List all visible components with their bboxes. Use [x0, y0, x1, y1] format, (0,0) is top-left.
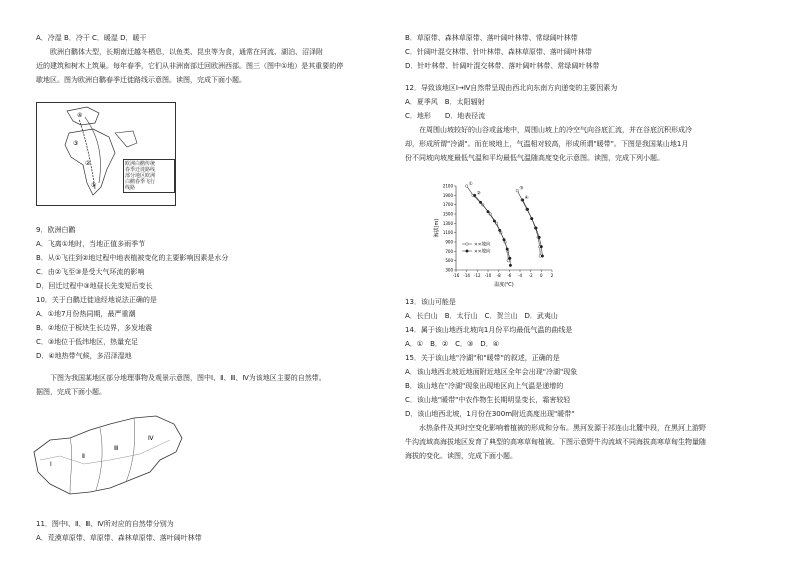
y-tick-label: 900 — [445, 239, 453, 245]
text-line: C．针阔叶混交林带、针叶林带、森林草原带、落叶阔叶林带 — [405, 48, 592, 56]
y-tick-label: 1900 — [442, 192, 453, 198]
text-line: 歇地区。图为欧洲白鹳春季迁徙路线示意图。读图，完成下面小题。 — [36, 76, 246, 84]
data-point — [479, 201, 482, 204]
text-line: 海拔的变化。读图，完成下面小题。 — [405, 452, 517, 460]
text-line: 牛沟流域高海拔地区发育了典型的高寒草甸植被。下图示意野牛沟流域不同海拔高寒草甸生物量随 — [405, 438, 706, 446]
series-line-2 — [475, 195, 511, 265]
data-point — [526, 208, 529, 211]
text-line: C．该山地"暖带"中农作物生长期明显变长，霜害较轻 — [405, 396, 571, 404]
legend-line: 欧洲白鹳传统 — [125, 161, 156, 167]
map-label-1: ① — [91, 182, 97, 189]
text-line: A．① B．② C．③ D．④ — [405, 340, 499, 348]
text-line: B．②地位于板块生长边界，多发地震 — [36, 324, 153, 332]
map-label-4: ④ — [77, 112, 83, 119]
y-tick-label: 1700 — [442, 202, 453, 208]
chart-legend — [462, 241, 491, 255]
data-point — [509, 257, 512, 260]
x-tick-label: -10 — [484, 273, 492, 278]
y-tick-label: 1300 — [442, 220, 453, 226]
data-point — [503, 238, 506, 241]
africa-map-legend — [123, 159, 175, 193]
text-line: C．③地位于低纬地区，热量充足 — [36, 338, 139, 346]
x-tick-label: -4 — [518, 273, 522, 278]
x-tick-label: -8 — [496, 273, 501, 278]
legend-line: 春季迁徙路线 — [125, 167, 156, 173]
x-tick-label: 0 — [540, 273, 543, 278]
africa-migration-map — [36, 102, 176, 206]
text-line: C．地形 D．地表径流 — [405, 112, 486, 120]
legend-marker — [466, 250, 469, 253]
data-point — [535, 227, 538, 230]
y-tick-label: 2100 — [442, 183, 453, 189]
zone-label-3: Ⅲ — [114, 445, 119, 452]
text-line: B．从①飞往到②地过程中地表植被变化的主要影响因素是水分 — [36, 254, 229, 262]
text-line: C．由②飞至③是受大气环流的影响 — [36, 268, 145, 276]
text-line: B．该山地在"冷湖"现象出现地区向上气温是递增的 — [405, 382, 564, 390]
text-line: D．该山地西北坡，1月份在300m附近高度出现"暖带" — [405, 410, 575, 418]
text-line: 11．图中Ⅰ、Ⅱ、Ⅲ、Ⅳ所对应的自然带分别为 — [36, 520, 174, 528]
legend-marker — [466, 243, 469, 246]
legend-line: 部分地区欧洲 — [125, 173, 156, 179]
text-line: A．长白山 B．太行山 C．贺兰山 D．武夷山 — [405, 312, 558, 320]
y-axis-label: 海拔(m) — [434, 218, 440, 238]
zone-boundary — [70, 438, 72, 494]
temperature-altitude-chart — [432, 178, 590, 290]
x-tick-label: 2 — [550, 273, 554, 278]
data-point — [540, 245, 543, 248]
series-label: ② — [476, 191, 481, 197]
region-outline — [34, 416, 182, 494]
text-line: D．回迁过程中③地昼长先变短后变长 — [36, 282, 153, 290]
series-label: ③ — [519, 186, 524, 192]
data-point — [516, 189, 519, 192]
text-line: 10．关于白鹳迁徙途经地说法正确的是 — [36, 296, 157, 304]
legend-line: 线路 — [125, 185, 136, 191]
zone-label-4: Ⅳ — [148, 435, 154, 442]
data-point — [538, 236, 541, 239]
region-natural-zone-map — [30, 410, 192, 510]
data-point — [507, 259, 510, 262]
data-point — [521, 199, 524, 202]
data-point — [473, 194, 476, 197]
region-map-svg — [30, 410, 192, 510]
data-point — [506, 248, 509, 251]
legend-text: ××坡向 — [474, 242, 491, 248]
text-line: A．荒漠草原带、草原带、森林草原带、落叶阔叶林带 — [36, 534, 202, 542]
x-tick-label: -12 — [474, 273, 481, 278]
text-line: 下图为我国某地区部分地理事物及观景示意图，图中Ⅰ、Ⅱ、Ⅲ、Ⅳ为该地区主要的自然带。 — [36, 374, 326, 382]
zone-label-2: Ⅱ — [82, 453, 85, 460]
chart-svg — [432, 178, 590, 290]
map-label-3: ③ — [73, 140, 79, 147]
data-point — [487, 210, 490, 213]
text-line: A．该山地西北坡近地面附近地区全年会出现"冷湖"现象 — [405, 368, 578, 376]
text-line: 欧洲白鹳体大型，长期南迁越冬栖息，以鱼类、昆虫等为食，通常在河流、湖泊、沼泽附 — [36, 48, 323, 56]
text-line: 14．属于该山地西北坡向1月份平均最低气温的曲线是 — [405, 326, 573, 334]
text-line: 份不同坡向坡度最低气温和平均最低气温随高度变化示意图。读图，完成下列小题。 — [405, 154, 664, 162]
text-line: 12．导致该地区Ⅰ→Ⅳ自然带呈现由西北向东南方向递变的主要因素为 — [405, 84, 618, 92]
zone-boundary — [126, 418, 135, 482]
y-tick-label: 1100 — [442, 230, 453, 236]
text-line: A．①地7月份热同期，最严重潮 — [36, 310, 136, 318]
y-tick-label: 300 — [445, 267, 453, 273]
text-line: 近的建筑和树木上筑巢。每年春季，它们从非洲南部迁回欧洲西部。图三（图中①地）是其重要的停 — [36, 62, 344, 70]
text-line: D．针叶林带、针阔叶混交林带、落叶阔叶林带、常绿阔叶林带 — [405, 62, 600, 70]
x-tick-label: -2 — [528, 273, 533, 278]
y-tick-label: 1500 — [442, 211, 453, 217]
text-line: D．④地热带气候，多沼泽湿地 — [36, 352, 132, 360]
text-line: A．夏季风 B．太阳辐射 — [405, 98, 485, 106]
text-line: B．草原带、森林草原带、落叶阔叶林带、常绿阔叶林带 — [405, 34, 578, 42]
data-point — [465, 185, 468, 188]
text-line: 水热条件及其时空变化影响着植被的形成和分布。黑河发源于祁连山北麓中段，在黑河上游野 — [405, 424, 706, 432]
data-point — [493, 220, 496, 223]
legend-line: 白鹳春季飞行 — [125, 179, 156, 185]
zone-label-1: Ⅰ — [50, 461, 52, 468]
zone-boundary — [96, 428, 102, 490]
series-label: ④ — [524, 196, 529, 201]
data-point — [541, 255, 544, 258]
data-point — [530, 217, 533, 220]
x-tick-label: -6 — [507, 273, 512, 278]
x-axis-label: 温度(℃) — [494, 282, 514, 288]
text-line: A．冷湿 B．冷干 C．暖湿 D．暖干 — [36, 34, 147, 42]
text-line: 却，形成所谓"冷湖"。而在坡地上，气温相对较高，形成所谓"暖带"。下图是我国某山地1月 — [405, 140, 689, 148]
text-line: 在周围山坡较好的山谷或盆地中，周围山坡上的冷空气向谷底汇流，并在谷底沉积形成冷 — [405, 126, 692, 134]
europe-outline — [67, 107, 99, 125]
river-line — [40, 440, 170, 464]
data-point — [509, 264, 512, 267]
text-line: 13．该山可能是 — [405, 298, 456, 306]
data-point — [498, 229, 501, 232]
text-line: 15．关于该山地"冷湖"和"暖带"的叙述，正确的是 — [405, 354, 560, 362]
legend-text: ××坡向 — [474, 249, 491, 255]
text-line: A．飞离①地时，当地正值多雨季节 — [36, 240, 146, 248]
map-label-2: ② — [85, 160, 91, 167]
x-tick-label: -16 — [452, 273, 460, 278]
series-label: ① — [468, 182, 473, 187]
x-tick-label: -14 — [463, 273, 470, 278]
text-line: 据图，完成下面小题。 — [36, 388, 106, 396]
y-tick-label: 500 — [445, 258, 453, 264]
text-line: 9．欧洲白鹳 — [36, 226, 76, 234]
y-tick-label: 700 — [445, 248, 453, 254]
arabia-outline — [115, 131, 137, 147]
